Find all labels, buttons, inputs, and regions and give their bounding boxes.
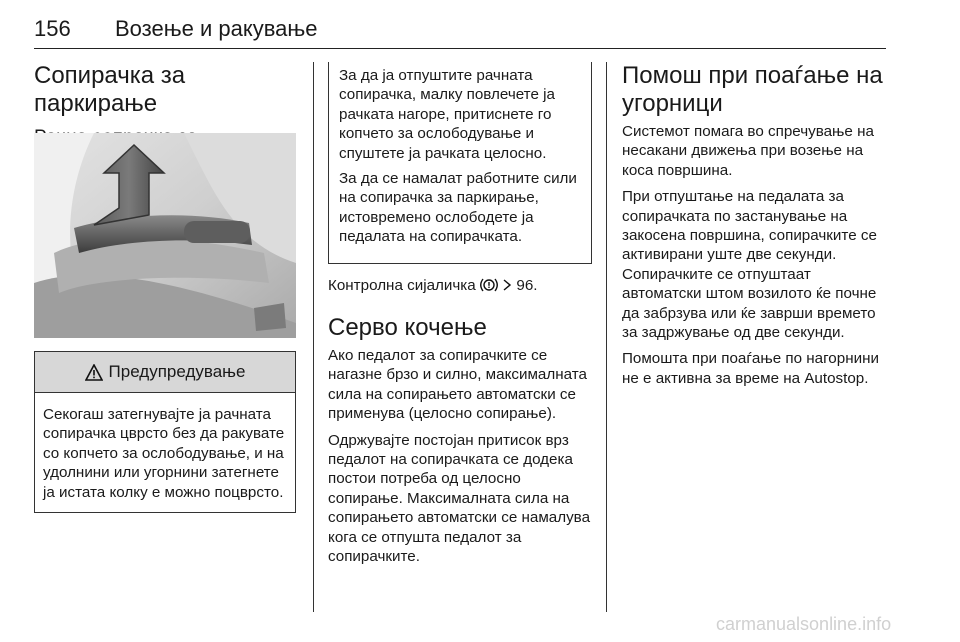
column-divider-1	[313, 62, 314, 612]
control-lamp-label: Контролна сијаличка	[328, 277, 476, 294]
hill-assist-paragraph-2: При отпуштање на педалата за сопирачката по застанување на закосена површина, сопирачките се активирани уште две секунди. Сопирачките се отпуштаат автоматски штом возилото ќе почне да забрзува или ќе заврши времето за задржување од две секунди.	[622, 188, 877, 342]
release-instructions: За да ја отпуштите рачната сопирачка, малку повлечете ја рачката нагоре, притиснете го копчето за ослободување и спуштете ја рачката целосно.	[339, 67, 555, 162]
servo-braking-section	[328, 314, 592, 573]
warning-header	[35, 352, 295, 393]
column-3	[622, 62, 888, 395]
section-heading-parking-brake: Сопирачка за паркирање	[34, 62, 186, 117]
column-1	[34, 62, 296, 501]
control-lamp-reference	[328, 276, 538, 295]
section-heading-servo-braking: Серво кочење	[328, 314, 487, 341]
warning-box	[34, 351, 296, 513]
section-heading-hill-start-assist: Помош при поаѓање на угорници	[622, 62, 883, 117]
brake-warning-lamp-icon	[480, 277, 498, 293]
hill-assist-paragraph-3: Помошта при поаѓање по нагорнини не е активна за време на Autostop.	[622, 350, 879, 387]
servo-paragraph-2: Одржувајте постојан притисок врз педалот на сопирачката се додека постои потреба од целосно сопирање. Максималната сила на сопирањето автоматски се намалува кога се отпушта педалот за сопирачките.	[328, 431, 591, 566]
warning-text: Секогаш затегнувајте ја рачната сопирачка цврсто без да ракувате со копчето за ослободување, и на удолнини или угорнини затегнете ја истата колку е можно поцврсто.	[43, 406, 285, 501]
control-lamp-page: 96.	[516, 277, 538, 294]
hill-assist-paragraph-1: Системот помага во спречување на несакани движења при возење на коса површина.	[622, 123, 874, 179]
hand-brake-drawing	[34, 133, 296, 338]
page-reference-arrow-icon	[502, 279, 512, 291]
reduce-force-instructions: За да се намалат работните сили на сопирачка за паркирање, истовремено ослободете ја педалата на сопирачката.	[339, 170, 577, 246]
page-header	[34, 8, 886, 49]
running-head: Возење и ракување	[115, 16, 318, 41]
watermark: carmanualsonline.info	[716, 614, 892, 634]
column-divider-2	[606, 62, 607, 612]
servo-paragraph-1: Ако педалот за сопирачките се нагазне брзо и силно, максималната сила на сопирањето автоматски се применува (целосно сопирање).	[328, 347, 587, 423]
hand-brake-illustration	[34, 133, 296, 338]
release-note-box	[328, 62, 592, 264]
warning-triangle-icon	[85, 364, 103, 381]
page-number: 156	[34, 16, 71, 41]
warning-title: Предупредување	[108, 362, 246, 381]
